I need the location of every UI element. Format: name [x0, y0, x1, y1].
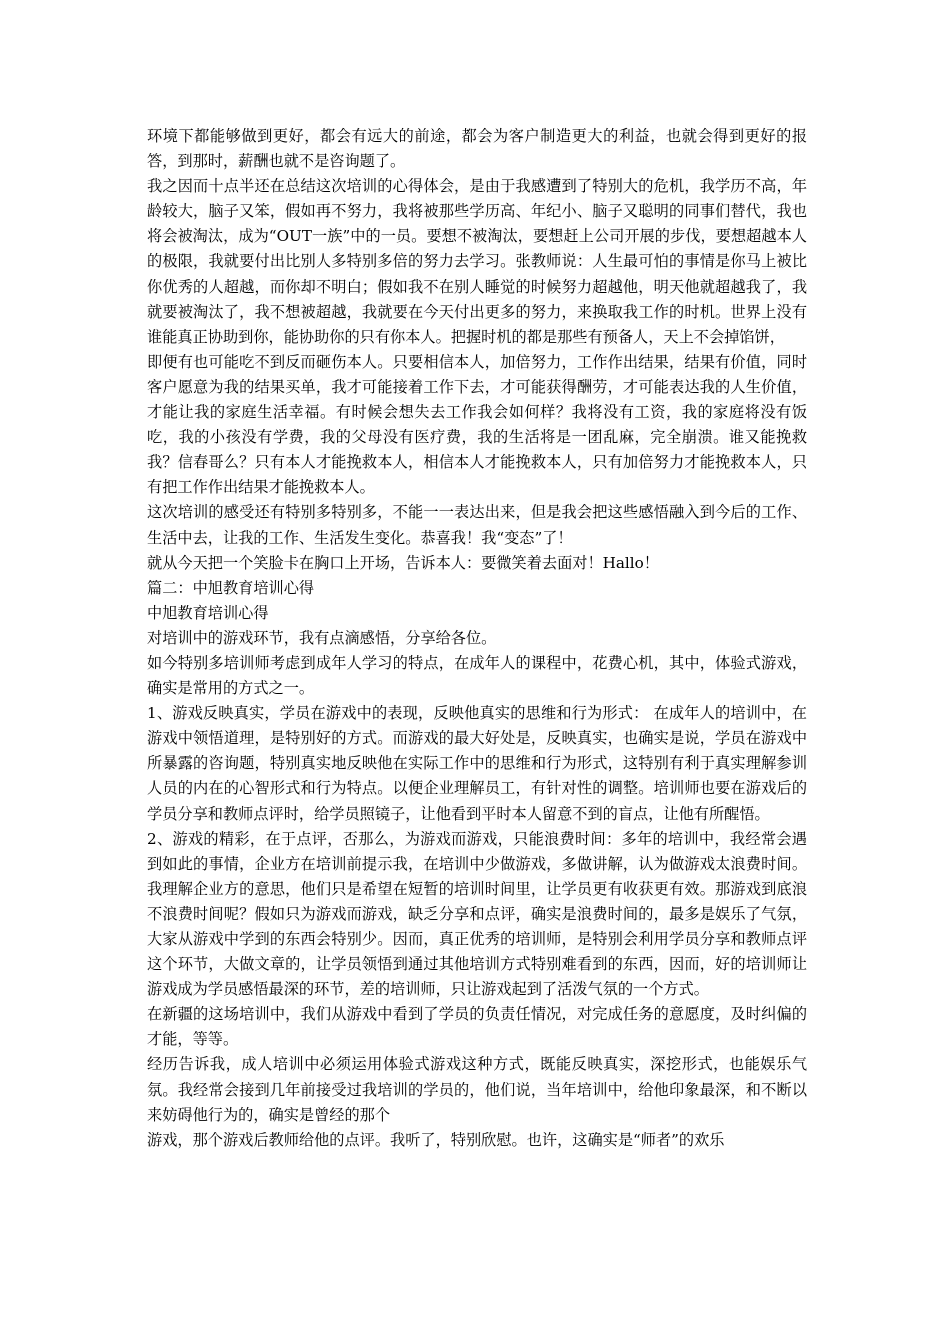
paragraph-4: 这次培训的感受还有特别多特别多，不能一一表达出来，但是我会把这些感悟融入到今后的工作、生活中去，让我的工作、生活发生变化。恭喜我！我“变态”了！: [147, 503, 807, 547]
section-subtitle: 中旭教育培训心得: [147, 603, 269, 622]
paragraph-12: 在新疆的这场培训中，我们从游戏中看到了学员的负责任情况，对完成任务的意愿度，及时纠偏的才能，等等。: [147, 1005, 807, 1049]
paragraph-1: 环境下都能够做到更好，都会有远大的前途，都会为客户制造更大的利益，也就会得到更好的报答，到那时，薪酬也就不是咨询题了。: [147, 127, 807, 171]
paragraph-3: 即便有也可能吃不到反而砸伤本人。只要相信本人，加倍努力，工作作出结果，结果有价值，同时客户愿意为我的结果买单，我才可能接着工作下去，才可能获得酬劳，才可能表达我的人生价值，才能让我的家庭生活幸福。有时候会想失去工作我会如何样？我将没有工资，我的家庭将没有饭吃，我的小孩没有学费，我的父母没有医疗费，我的生活将是一团乱麻，完全崩溃。谁又能挽救我？信春哥么？只有本人才能挽救本人，相信本人才能挽救本人，只有加倍努力才能挽救本人，只有把工作作出结果才能挽救本人。: [147, 352, 807, 497]
paragraph-8: 对培训中的游戏环节，我有点滴感悟，分享给各位。: [147, 628, 497, 647]
paragraph-2: 我之因而十点半还在总结这次培训的心得体会，是由于我感遭到了特别大的危机，我学历不高，年龄较大，脑子又笨，假如再不努力，我将被那些学历高、年纪小、脑子又聪明的同事们替代，我也将会被淘汰，成为“OUT一族”中的一员。要想不被淘汰，要想赶上公司开展的步伐，要想超越本人的极限，我就要付出比别人多特别多倍的努力去学习。张教师说：人生最可怕的事情是你马上被比你优秀的人超越，而你却不明白；假如我不在别人睡觉的时候努力超越他，明天他就超越我了，我就要被淘汰了，我不想被超越，我就要在今天付出更多的努力，来换取我工作的时机。世界上没有谁能真正协助到你，能协助你的只有你本人。把握时机的都是那些有预备人，天上不会掉馅饼，: [147, 177, 807, 346]
paragraph-5: 就从今天把一个笑脸卡在胸口上开场，告诉本人：要微笑着去面对！Hallo！: [147, 553, 659, 572]
section-heading: 篇二：中旭教育培训心得: [147, 578, 315, 597]
paragraph-9: 如今特别多培训师考虑到成年人学习的特点，在成年人的课程中，花费心机，其中，体验式游戏，确实是常用的方式之一。: [147, 653, 807, 698]
document-page: [147, 124, 807, 1153]
paragraph-14: 游戏，那个游戏后教师给他的点评。我听了，特别欣慰。也许，这确实是“师者”的欢乐: [147, 1130, 725, 1149]
paragraph-10: 1、游戏反映真实，学员在游戏中的表现，反映他真实的思维和行为形式： 在成年人的培训中，在游戏中领悟道理，是特别好的方式。而游戏的最大好处是，反映真实，也确实是说，学员在游戏中所暴露的咨询题，特别真实地反映他在实际工作中的思维和行为形式，这特别有利于真实理解参训人员的内在的心智形式和行为特点。以便企业理解员工，有针对性的调整。培训师也要在游戏后的学员分享和教师点评时，给学员照镜子，让他看到平时本人留意不到的盲点，让他有所醒悟。: [147, 704, 807, 823]
paragraph-13: 经历告诉我，成人培训中必须运用体验式游戏这种方式，既能反映真实，深挖形式，也能娱乐气氛。我经常会接到几年前接受过我培训的学员的，他们说，当年培训中，给他印象最深，和不断以来妨碍他行为的，确实是曾经的那个: [147, 1055, 807, 1124]
paragraph-11: 2、游戏的精彩，在于点评，否那么，为游戏而游戏，只能浪费时间：多年的培训中，我经常会遇到如此的事情，企业方在培训前提示我，在培训中少做游戏，多做讲解，认为做游戏太浪费时间。我理解企业方的意思，他们只是希望在短暂的培训时间里，让学员更有收获更有效。那游戏到底浪不浪费时间呢？假如只为游戏而游戏，缺乏分享和点评，确实是浪费时间的，最多是娱乐了气氛，大家从游戏中学到的东西会特别少。因而，真正优秀的培训师，是特别会利用学员分享和教师点评这个环节，大做文章的，让学员领悟到通过其他培训方式特别难看到的东西，因而，好的培训师让游戏成为学员感悟最深的环节，差的培训师，只让游戏起到了活泼气氛的一个方式。: [147, 829, 807, 999]
